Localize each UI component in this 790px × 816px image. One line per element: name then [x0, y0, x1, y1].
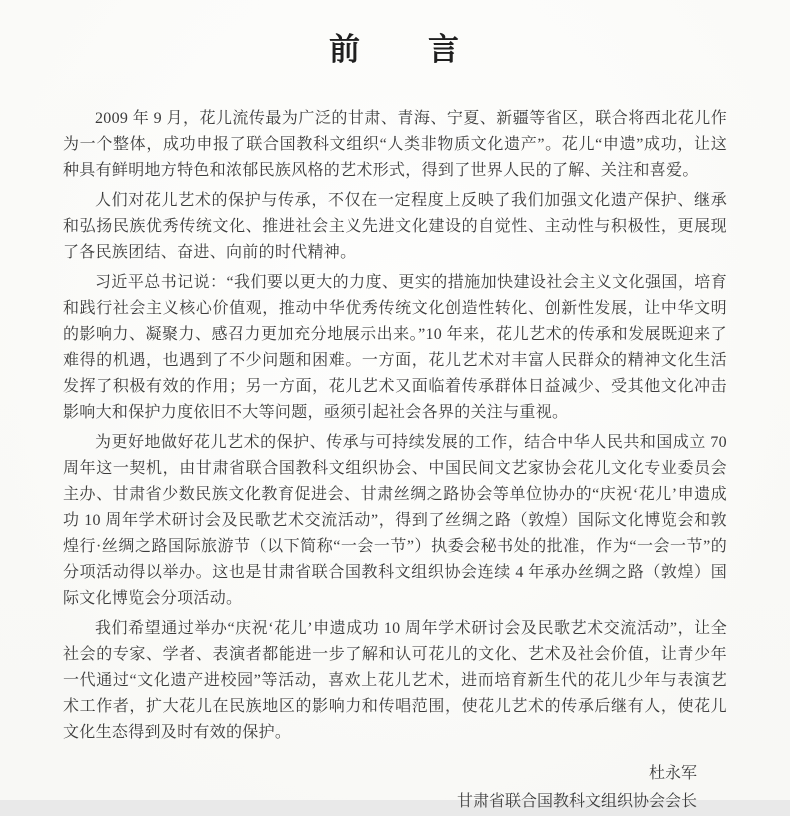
paragraph: 习近平总书记说：“我们要以更大的力度、更实的措施加快建设社会主义文化强国，培育和践行社会主义核心价值观，推动中华优秀传统文化创造性转化、创新性发展，让中华文明的影响力、凝聚力、感召力更加充分地展示出来。”10 年来，花儿艺术的传承和发展既迎来了难得的机遇，也遇到了不少问题和困难。一方面，花儿艺术对丰富人民群众的精神文化生活发挥了积极有效的作用；另一方面，花儿艺术又面临着传承群体日益减少、受其他文化冲击影响大和保护力度依旧不大等问题，亟须引起社会各界的关注与重视。	[63, 274, 727, 421]
paragraph: 我们希望通过举办“庆祝‘花儿’申遗成功 10 周年学术研讨会及民歌艺术交流活动”，让全社会的专家、学者、表演者都能进一步了解和认可花儿的文化、艺术及社会价值，让青少年一代通过“文化遗产进校园”等活动，喜欢上花儿艺术，进而培育新生代的花儿少年与表演艺术工作者，扩大花儿在民族地区的影响力和传唱范围，使花儿艺术的传承后继有人，使花儿文化生态得到及时有效的保护。	[63, 620, 727, 741]
page-title: 前 言	[329, 32, 461, 67]
preface-body	[0, 106, 790, 746]
paragraph: 2009 年 9 月，花儿流传最为广泛的甘肃、青海、宁夏、新疆等省区，联合将西北花儿作为一个整体，成功申报了联合国教科文组织“人类非物质文化遗产”。花儿“申遗”成功，让这种具有鲜明地方特色和浓郁民族风格的艺术形式，得到了世界人民的了解、关注和喜爱。	[63, 110, 727, 179]
paragraph: 人们对花儿艺术的保护与传承，不仅在一定程度上反映了我们加强文化遗产保护、继承和弘扬民族优秀传统文化、推进社会主义先进文化建设的自觉性、主动性与积极性，更展现了各民族团结、奋进、向前的时代精神。	[63, 192, 727, 261]
signature-title: 甘肃省联合国教科文组织协会会长	[456, 793, 697, 810]
paragraph: 为更好地做好花儿艺术的保护、传承与可持续发展的工作，结合中华人民共和国成立 70 周年这一契机，由甘肃省联合国教科文组织协会、中国民间文艺家协会花儿文化专业委员会主办、甘肃省少数民族文化教育促进会、甘肃丝绸之路协会等单位协办的“庆祝‘花儿’申遗成功 10 周年学术研讨会及民歌艺术交流活动”，得到了丝绸之路（敦煌）国际文化博览会和敦煌行·丝绸之路国际旅游节（以下简称“一会一节”）执委会秘书处的批准，作为“一会一节”的分项活动得以举办。这也是甘肃省联合国教科文组织协会连续 4 年承办丝绸之路（敦煌）国际文化博览会分项活动。	[63, 434, 727, 607]
signature-name: 杜永军	[648, 765, 697, 782]
signature-block	[0, 760, 790, 816]
